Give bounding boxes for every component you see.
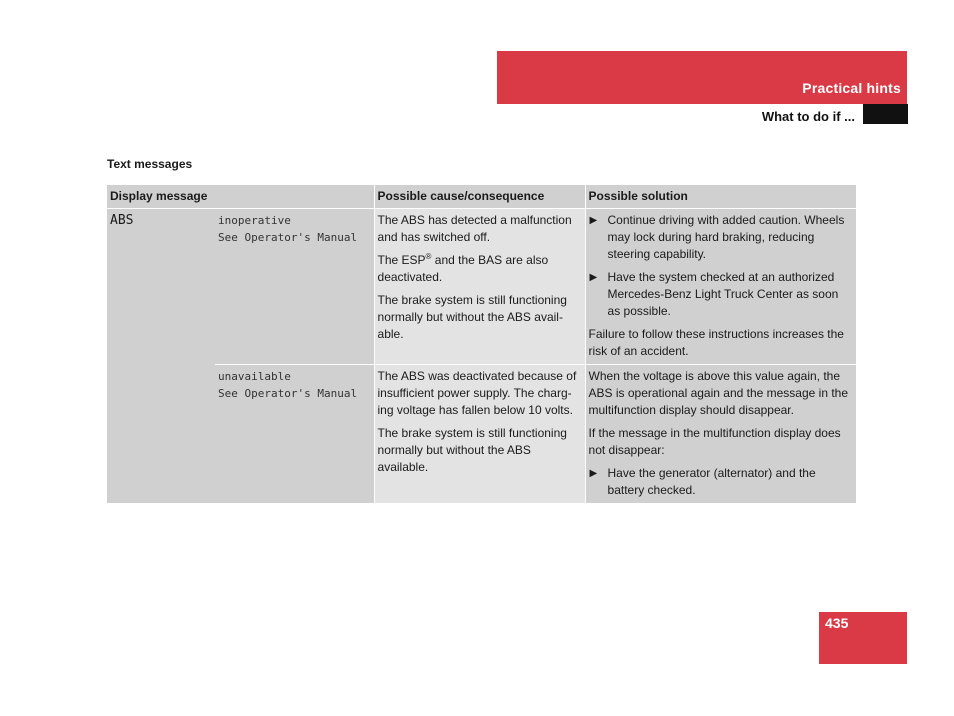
display-detail-cell (215, 365, 374, 504)
solution-bullet-text: Have the system checked at an authorized Mercedes-Benz Light Truck Center as soon as possible. (607, 270, 839, 318)
subsection-title: What to do if ... (761, 109, 855, 124)
solution-bullet-text: Have the generator (alternator) and the battery checked. (607, 466, 816, 497)
solution-bullet-text: Continue driving with added caution. Wheels may lock during hard braking, reducing steering capability. (607, 213, 845, 261)
message-status: inoperative (218, 214, 291, 227)
solution-cell (585, 209, 856, 365)
text-messages-table (107, 185, 856, 503)
header-display-message: Display message (107, 185, 374, 209)
triangle-right-icon: ▶ (589, 468, 598, 479)
header-possible-cause: Possible cause/consequence (374, 185, 585, 209)
table-header-row (107, 185, 856, 209)
cause-paragraph: The brake system is still functioning normally but without the ABS avail-able. (377, 293, 567, 341)
solution-paragraph: Failure to follow these instructions increases the risk of an accident. (588, 327, 844, 358)
cause-text: and the BAS are also deactivated. (377, 253, 549, 284)
message-reference: See Operator's Manual (218, 231, 358, 244)
message-status: unavailable (218, 370, 291, 383)
header-possible-solution: Possible solution (585, 185, 856, 209)
registered-mark: ® (425, 252, 432, 261)
cause-paragraph (378, 252, 582, 286)
subsection-black-tab (863, 104, 908, 124)
triangle-right-icon: ▶ (589, 272, 598, 283)
content-title: Text messages (107, 157, 193, 171)
solution-bullet (589, 465, 854, 499)
table-row (107, 209, 856, 365)
cause-paragraph: The brake system is still functioning normally but without the ABS available. (377, 426, 567, 474)
display-code-cell (107, 209, 215, 504)
cause-paragraph: The ABS has detected a malfunction and has switched off. (377, 213, 572, 244)
cause-paragraph: The ABS was deactivated because of insufficient power supply. The charg-ing voltage has fallen below 10 volts. (377, 369, 577, 417)
header-red-bar (497, 51, 907, 104)
cause-cell (374, 365, 585, 504)
solution-cell (585, 365, 856, 504)
solution-paragraph: If the message in the multifunction display does not disappear: (588, 426, 841, 457)
cause-text: The ESP (377, 253, 426, 267)
display-detail-cell (215, 209, 374, 365)
section-title-header: Practical hints (802, 80, 901, 96)
cause-cell (374, 209, 585, 365)
solution-paragraph: When the voltage is above this value again, the ABS is operational again and the message in the multifunction display should disappear. (588, 369, 849, 417)
display-code: ABS (110, 213, 134, 228)
solution-bullet (589, 212, 854, 263)
solution-bullet (589, 269, 854, 320)
table-row (107, 365, 856, 504)
page-number: 435 (825, 615, 849, 631)
triangle-right-icon: ▶ (589, 215, 598, 226)
message-reference: See Operator's Manual (218, 387, 358, 400)
